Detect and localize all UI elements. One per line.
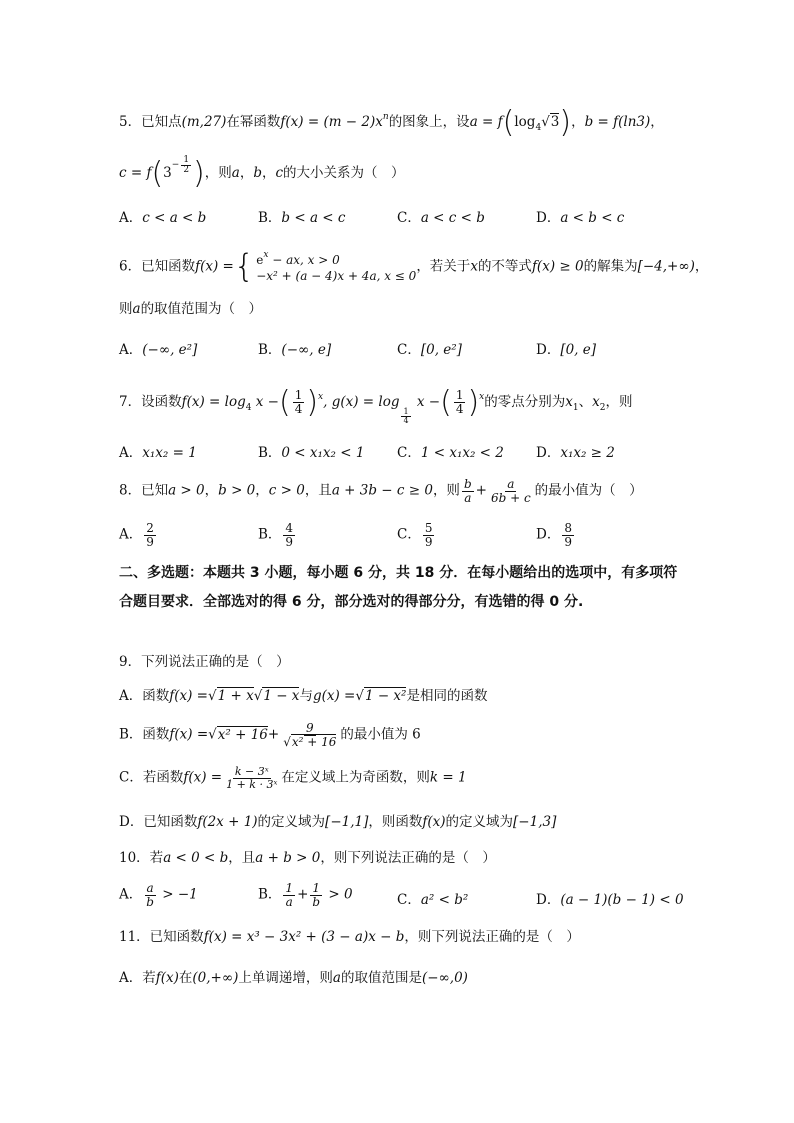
q5-var-b: b (253, 165, 262, 181)
q5-var-c: c (275, 165, 284, 181)
q9-c-num: k − 3ˣ (234, 765, 269, 778)
q5-options (119, 206, 719, 228)
q5-exponent: n (382, 112, 389, 122)
option-label: A． (119, 886, 143, 903)
q9-d-f: f(2x + 1) (197, 814, 258, 830)
q10-option-d[interactable] (536, 888, 684, 908)
option-text: 的最小值为 6 (340, 726, 421, 743)
paren-close: ) (193, 156, 205, 191)
q9-option-d[interactable] (119, 814, 724, 832)
q11-text: 11．已知函数 (119, 929, 204, 945)
option-text: D．已知函数 (119, 814, 198, 830)
q9-b-f: f(x) = (169, 726, 209, 743)
q9-d-interval2: [−1,3] (513, 814, 557, 830)
q8-cond: c > 0 (268, 482, 305, 499)
option-label: B． (258, 210, 282, 226)
q8-frac1-num: b (463, 477, 472, 491)
q5-sqrt-arg: 3 (550, 114, 560, 130)
q7-x2-sub: 2 (599, 403, 606, 413)
q9-b-plus: + (267, 726, 280, 743)
q10-cond2: a + b > 0 (255, 850, 321, 866)
q8-text: 8．已知 (119, 482, 169, 499)
option-text: c < a < b (142, 210, 207, 226)
q6-text: 的取值范围为（ ） (140, 301, 263, 317)
paren-open: ( (502, 105, 515, 140)
q5-c-exp-sign: − (171, 160, 180, 170)
option-text: b < a < c (281, 210, 346, 226)
q11-stem (119, 929, 724, 947)
q9-d-f2: f(x) (422, 814, 446, 830)
q9-a-sqrt1: 1 + x (217, 688, 254, 704)
q10-stem (119, 850, 724, 868)
q9-b-sqrt: x² + 16 (217, 726, 268, 743)
option-label: B． (258, 526, 282, 543)
q10-b-plus: + (297, 886, 309, 903)
q9-b-den: x² + 16 (291, 734, 337, 749)
q6-options (119, 338, 719, 360)
q9-option-b[interactable]: B．函数f(x) =√x² + 16+ $\frac{9}{\text{√x² + 16}}$ 的最小值为 6 (119, 721, 421, 749)
q9-stem: 9．下列说法正确的是（ ） (119, 654, 290, 670)
q6-stem-line1 (119, 246, 724, 288)
q6-interval: [−4,+∞) (637, 258, 695, 275)
option-text: A．函数 (119, 688, 170, 704)
q9-c-den: 1 + k · 3ˣ (226, 777, 278, 791)
q7-frac-num: 1 (455, 388, 464, 403)
option-text: 的定义域为 (445, 814, 514, 830)
q11-option-a[interactable] (119, 970, 724, 988)
q6-case1: − ax, x > 0 (268, 253, 340, 268)
q6-stem-line2 (119, 301, 724, 319)
q5-b-def: b = f(ln3) (584, 114, 651, 130)
option-text: A．若 (119, 970, 156, 986)
q8-stem (119, 478, 724, 504)
q8-option-a[interactable] (119, 522, 158, 548)
q10-b-den2: b (312, 894, 321, 909)
q5-text: ， (650, 114, 664, 130)
q8-text: ， (255, 482, 269, 499)
q5-option-c[interactable] (397, 206, 485, 226)
q10-text: ，则下列说法正确的是（ ） (320, 850, 496, 866)
q6-case1-exp: x (263, 250, 269, 261)
option-label: C． (397, 445, 421, 461)
option-text: a < c < b (420, 210, 485, 226)
q6-inequality: f(x) ≥ 0 (531, 258, 584, 275)
option-label: B． (258, 886, 282, 903)
option-label: A． (119, 526, 143, 543)
q6-text: 则 (119, 301, 133, 317)
q5-c-exp-num: 1 (183, 154, 190, 165)
q8-frac2-den: 6b + c (490, 490, 531, 505)
option-text: (−∞, e] (281, 342, 332, 358)
q6-text: ，若关于 (416, 258, 471, 275)
q9-a-sqrt2: 1 − x (263, 688, 300, 704)
option-text: C．若函数 (119, 769, 184, 786)
q8-option-d[interactable] (536, 522, 576, 548)
q8-frac2-num: a (507, 477, 515, 491)
q6-text: 6．已知函数 (119, 258, 196, 275)
paren-close: ) (467, 385, 480, 420)
q8-frac1-den: a (464, 490, 472, 505)
q5-stem-line2 (119, 154, 724, 193)
q8-plus: + (475, 482, 487, 499)
q6-piecewise: { $e^x$ − ax, x > 0 −x² + (a − 4)x + 4a, x ≤ 0 (233, 247, 417, 285)
q7-text: 7．设函数 (119, 394, 182, 410)
option-text: > 0 (324, 886, 353, 903)
q8-cond: a > 0 (168, 482, 205, 499)
q8-option-c[interactable] (397, 522, 436, 548)
q5-option-b[interactable] (258, 206, 345, 226)
q10-option-c[interactable] (397, 888, 468, 908)
option-text: a² < b² (420, 892, 469, 908)
option-label: D． (536, 445, 561, 461)
option-label: C． (397, 210, 421, 226)
option-text: a < b < c (560, 210, 625, 226)
q8-text: ，则 (432, 482, 460, 499)
option-text: 是相同的函数 (406, 688, 488, 704)
q8-cond: a + 3b − c ≥ 0 (331, 482, 433, 499)
q5-text: 5．已知点 (119, 114, 182, 130)
option-text: x₁x₂ ≥ 2 (560, 445, 615, 461)
q5-log-base: 4 (535, 123, 542, 133)
paren-close: ) (306, 385, 319, 420)
q10-b-den1: a (285, 894, 293, 909)
q7-g-mid: x − (412, 394, 441, 410)
option-text: (−∞, e²] (142, 342, 198, 358)
q7-g-def: , g(x) = log (323, 394, 400, 410)
option-label: B． (258, 342, 282, 358)
q5-text: ， (571, 114, 585, 130)
q10-text: 10．若 (119, 850, 164, 866)
q11-a-interval: (0,+∞) (192, 970, 239, 986)
q8-cond: b > 0 (218, 482, 256, 499)
option-text: [0, e] (560, 342, 597, 358)
q9-b-num: 9 (305, 721, 314, 735)
paren-open: ( (151, 156, 164, 191)
option-label: C． (397, 342, 421, 358)
q10-b-num1: 1 (285, 881, 294, 895)
q6-case2: −x² + (a − 4)x + 4a, x ≤ 0 (256, 269, 417, 284)
q5-option-a[interactable] (119, 206, 206, 226)
q7-x1-sub: 1 (572, 403, 579, 413)
q7-frac-den: 4 (455, 402, 464, 416)
q6-option-b[interactable] (258, 338, 331, 358)
option-text: [0, e²] (420, 342, 462, 358)
option-text: 上单调递增，则 (238, 970, 333, 986)
q7-pow: x (479, 392, 485, 402)
option-text: 1 < x₁x₂ < 2 (420, 445, 504, 461)
q6-text: ， (694, 258, 709, 275)
q10-option-a[interactable] (119, 882, 198, 908)
q6-text: 的解集为 (583, 258, 638, 275)
q10-a-den: b (146, 894, 154, 909)
q6-option-d[interactable] (536, 338, 596, 358)
option-den: 9 (285, 534, 294, 549)
option-text: 与 (299, 688, 313, 704)
q7-text: 的零点分别为 (484, 394, 566, 410)
option-text: 在 (178, 970, 193, 986)
q5-text: ，则 (204, 165, 232, 181)
q7-f-base: 4 (245, 403, 252, 413)
q7-stem (119, 383, 724, 426)
q5-text: ， (261, 165, 276, 181)
q8-text: 的最小值为（ ） (534, 482, 643, 499)
q5-point: (m,27) (181, 114, 227, 130)
option-text: 0 < x₁x₂ < 1 (281, 445, 365, 461)
q5-stem-line1: 5．已知点(m,27)在幂函数$f(x) = (m - 2)x^n$的图象上，设$a = f(\log_4√3)$，b = f(ln3)， (119, 105, 664, 140)
option-text: 的定义域为 (257, 814, 326, 830)
q9-a-sqrt3: 1 − x² (364, 688, 407, 704)
q11-text: ，则下列说法正确的是（ ） (404, 929, 580, 945)
option-num: 2 (146, 521, 154, 535)
q5-text: 在幂函数 (226, 114, 281, 130)
option-label: D． (536, 210, 561, 226)
q7-frac-den: 4 (294, 402, 303, 416)
q9-option-c[interactable] (119, 766, 724, 790)
q7-g-base-num: 1 (403, 407, 409, 416)
q7-x2: x (592, 394, 600, 410)
q10-cond1: a < 0 < b (163, 850, 229, 866)
paren-open: ( (278, 385, 291, 420)
q10-options (119, 880, 719, 914)
option-label: A． (119, 445, 143, 461)
option-num: 5 (424, 521, 433, 535)
option-label: C． (397, 526, 421, 543)
q7-g-base-den: 4 (403, 416, 409, 426)
q5-c-exp-den: 2 (183, 165, 190, 176)
option-den: 9 (564, 534, 572, 549)
q5-text: ， (239, 165, 254, 181)
q7-option-c[interactable] (397, 441, 504, 461)
option-text: x₁x₂ = 1 (142, 445, 197, 461)
q7-option-b[interactable] (258, 441, 364, 461)
option-label: C． (397, 892, 421, 908)
q5-text: 的图象上，设 (388, 114, 470, 130)
q8-options (119, 518, 719, 552)
q7-option-a[interactable] (119, 441, 197, 461)
q11-a-f: f(x) (155, 970, 179, 986)
q7-option-d[interactable] (536, 441, 615, 461)
q9-a-g: g(x) = (312, 688, 356, 704)
q7-text: ，则 (605, 394, 633, 410)
paren-open: ( (440, 385, 452, 420)
q8-text: ， (204, 482, 219, 499)
q5-c-def: c = f (119, 165, 152, 181)
option-text: B．函数 (119, 726, 170, 743)
q6-option-a[interactable] (119, 338, 197, 358)
option-text: 在定义域上为奇函数，则 (281, 769, 430, 786)
option-text: > −1 (157, 886, 198, 903)
q11-function: f(x) = x³ − 3x² + (3 − a)x − b (203, 929, 405, 945)
q7-f-def: f(x) = log (181, 394, 246, 410)
option-num: 8 (564, 521, 572, 535)
option-num: 4 (285, 521, 294, 535)
q11-a-var: a (332, 970, 341, 986)
q7-pow: x (318, 392, 324, 402)
q7-f-mid: x − (251, 394, 279, 410)
q7-frac-num: 1 (294, 388, 303, 403)
q6-text: 的不等式 (477, 258, 532, 275)
q10-b-num2: 1 (312, 881, 321, 895)
q7-text: 、 (578, 394, 593, 410)
option-label: D． (536, 526, 561, 543)
q6-var-x: x (470, 258, 478, 275)
option-label: B． (258, 445, 282, 461)
q6-fx: f(x) = (195, 258, 234, 275)
q5-option-d[interactable] (536, 206, 624, 226)
paren-close: ) (559, 105, 572, 140)
option-label: A． (119, 342, 143, 358)
q5-text: 的大小关系为（ ） (283, 165, 405, 181)
q9-option-a[interactable]: A．函数f(x) =√1 + x√1 − x与g(x) =√1 − x²是相同的函数 (119, 688, 488, 704)
q9-a-f: f(x) = (169, 688, 208, 704)
option-text: 的取值范围是 (340, 970, 422, 986)
option-text: (a − 1)(b − 1) < 0 (560, 892, 684, 908)
option-label: A． (119, 210, 143, 226)
q10-option-b[interactable] (258, 882, 353, 908)
q8-option-b[interactable] (258, 522, 297, 548)
q7-x1: x (565, 394, 573, 410)
option-den: 9 (424, 534, 433, 549)
q6-var-a: a (132, 301, 141, 317)
option-label: D． (536, 342, 561, 358)
q10-text: ，且 (228, 850, 256, 866)
q6-case1-e: e (256, 253, 264, 268)
q6-option-c[interactable] (397, 338, 462, 358)
q5-power-function: f(x) = (m − 2)x (280, 114, 383, 130)
q8-text: ，且 (304, 482, 332, 499)
q7-options (119, 441, 719, 463)
option-den: 9 (146, 534, 154, 549)
option-text: ，则函数 (368, 814, 423, 830)
q9-c-k: k = 1 (429, 769, 467, 786)
q9-c-f: f(x) = (183, 769, 223, 786)
section-heading-multiple-choice: 二、多选题：本题共 3 小题，每小题 6 分，共 18 分．在每小题给出的选项中，有多项符合题目要求．全部选对的得 6 分，部分选对的得部分分，有选错的得 0 分. (119, 565, 678, 610)
q5-var-a: a (231, 165, 240, 181)
q5-c-base: 3 (163, 165, 172, 181)
option-label: D． (536, 892, 561, 908)
q11-a-interval2: (−∞,0) (421, 970, 468, 986)
q9-d-interval1: [−1,1] (325, 814, 369, 830)
q5-a-def: a = f (469, 114, 503, 130)
q10-a-num: a (146, 881, 154, 895)
